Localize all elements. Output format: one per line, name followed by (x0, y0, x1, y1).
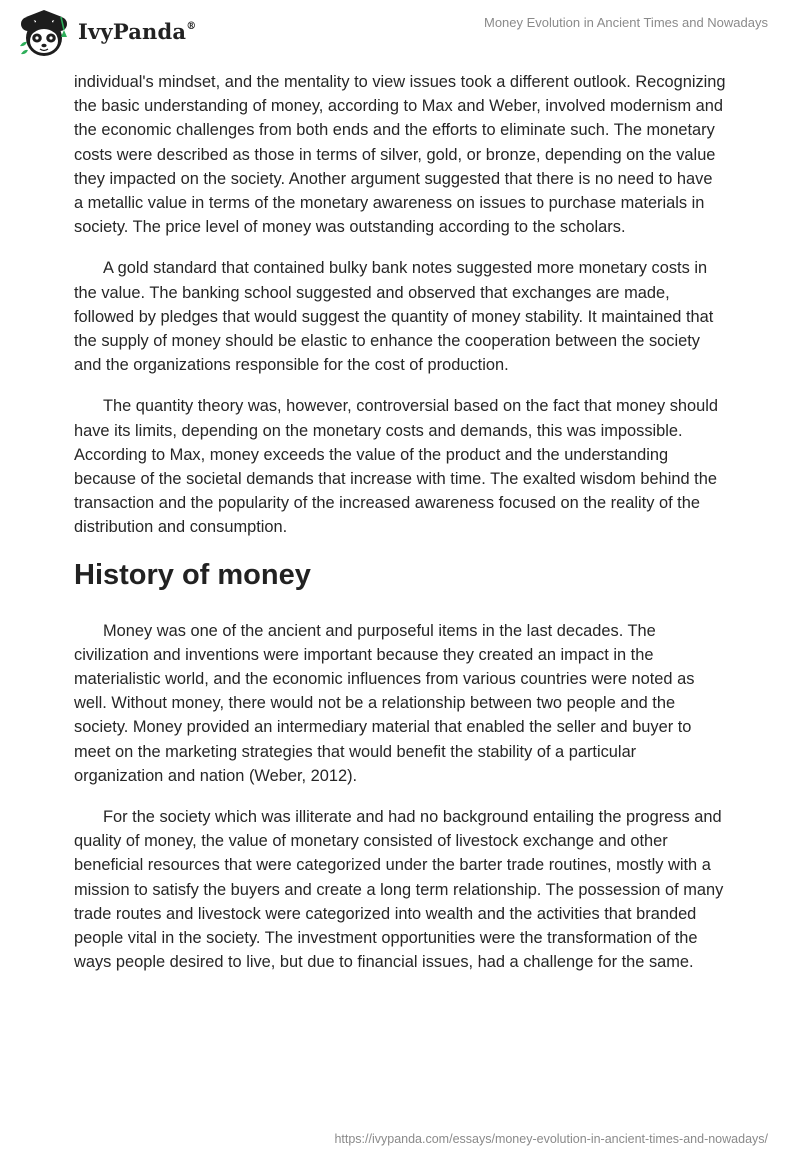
document-title: Money Evolution in Ancient Times and Nowadays (484, 15, 768, 30)
page-header (0, 0, 800, 70)
paragraph-continuation: individual's mindset, and the mentality to view issues took a different outlook. Recognizing the basic understanding of money, according to Max and Weber, involved modernism and the economic challenges from both ends and the efforts to eliminate such. The monetary costs were described as those in terms of silver, gold, or bronze, depending on the value they impacted on the society. Another argument suggested that there is no need to have a metallic value in terms of the monetary awareness on issues to purchase materials in society. The price level of money was outstanding according to the scholars. (74, 73, 726, 237)
paragraph: Money was one of the ancient and purposeful items in the last decades. The civilization and inventions were important because they created an impact in the materialistic world, and the economic influences from various countries were noted as well. Without money, there would not be a relationship between two people and the society. Money provided an intermediary material that enabled the seller and buyer to meet on the marketing strategies that would benefit the stability of a particular organization and nation (Weber, 2012). (74, 621, 695, 785)
footer-source-url[interactable]: https://ivypanda.com/essays/money-evolution-in-ancient-times-and-nowadays/ (334, 1132, 768, 1146)
paragraph: A gold standard that contained bulky bank notes suggested more monetary costs in the value. The banking school suggested and observed that exchanges are made, followed by pledges that would suggest the quantity of money stability. It maintained that the supply of money should be elastic to enhance the cooperation between the society and the organizations responsible for the cost of production. (74, 259, 714, 375)
paragraph: The quantity theory was, however, controversial based on the fact that money should have its limits, depending on the monetary costs and demands, this was impossible. According to Max, money exceeds the value of the product and the understanding because of the societal demands that increase with time. The exalted wisdom behind the transaction and the popularity of the increased awareness focused on the reality of the distribution and consumption. (74, 397, 719, 537)
panda-logo-icon[interactable] (14, 8, 74, 60)
brand-text: IvyPanda (78, 19, 187, 44)
paragraph: For the society which was illiterate and had no background entailing the progress and quality of money, the value of monetary consisted of livestock exchange and other beneficial resources that were categorized under the barter trade routines, mostly with a mission to satisfy the buyers and create a long term relationship. The possession of many trade routes and livestock were categorized into wealth and the activities that branded people vital in the society. The investment opportunities were the transformation of the ways people desired to live, but due to financial issues, had a challenge for the same. (74, 808, 724, 972)
essay-body (74, 70, 726, 992)
brand-name[interactable] (78, 19, 196, 44)
section-heading-history: History of money (74, 558, 311, 591)
registered-mark: ® (186, 21, 197, 32)
